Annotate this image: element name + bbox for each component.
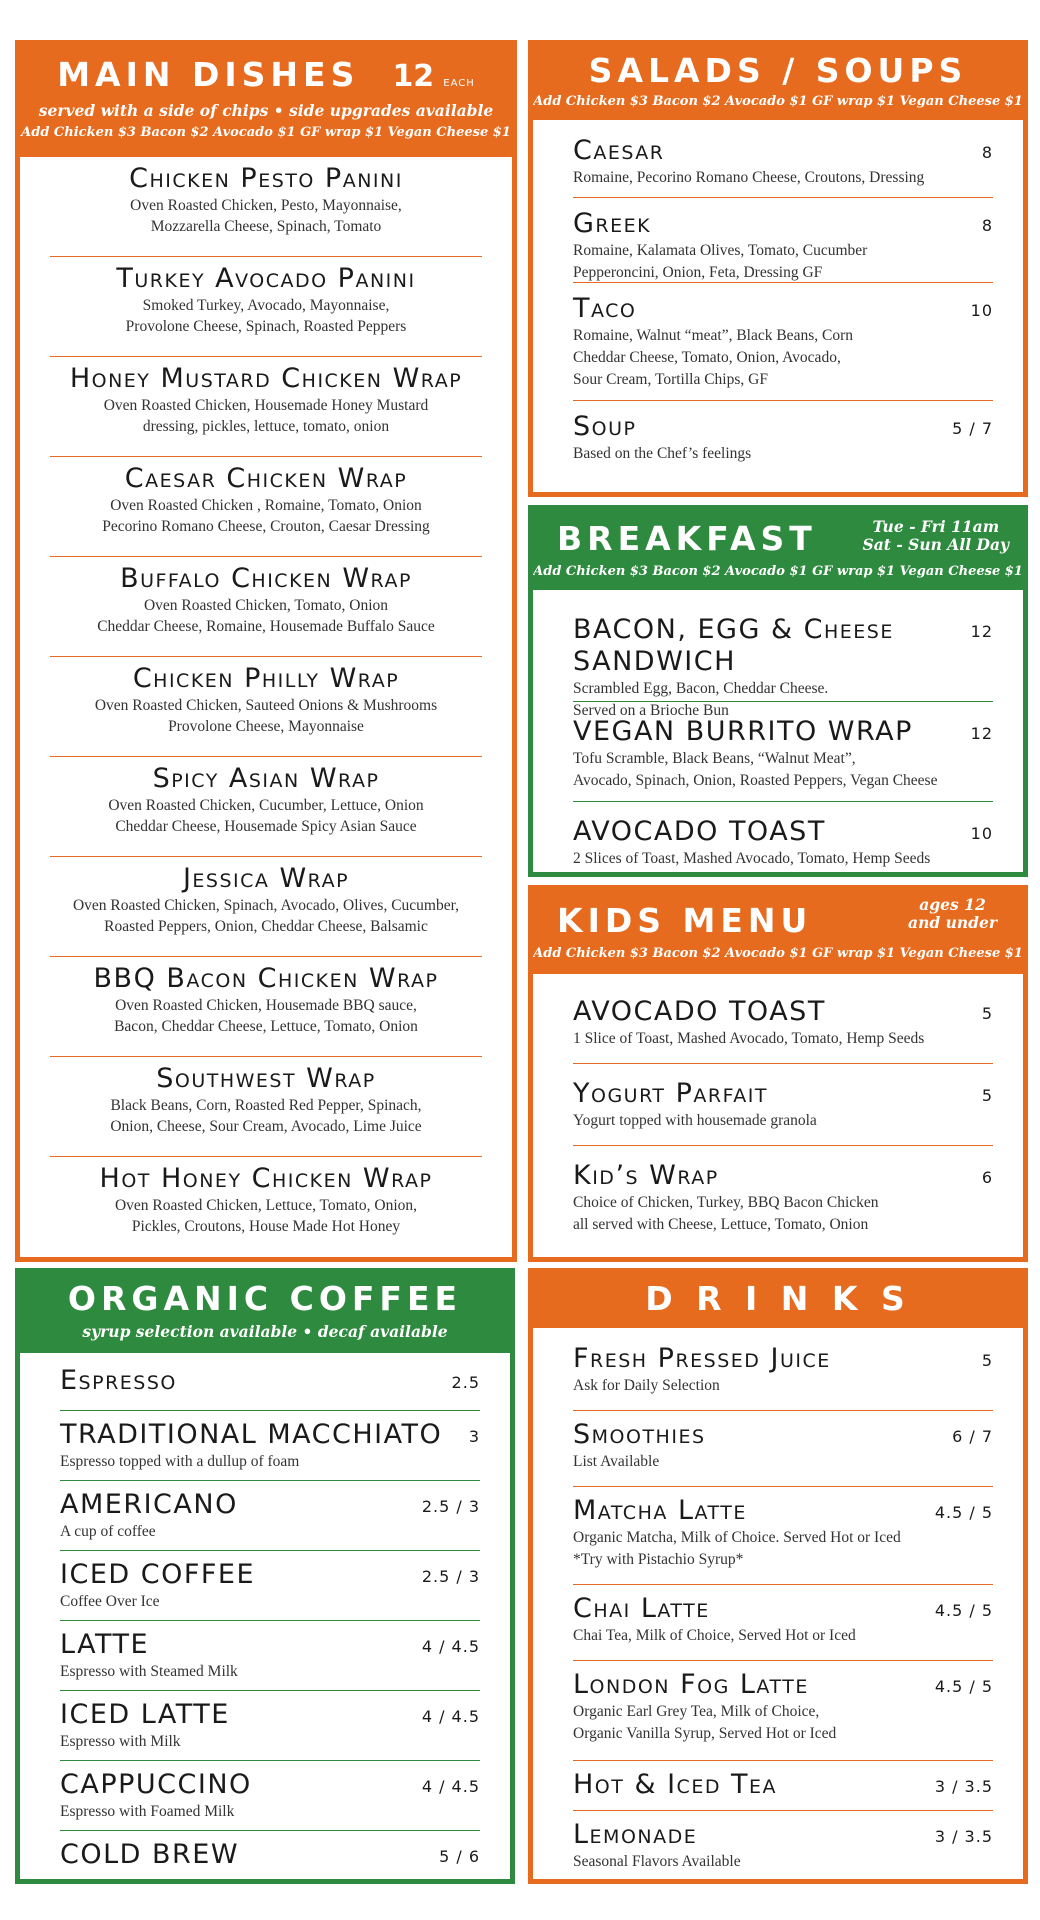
- item-name: LATTE: [60, 1629, 150, 1660]
- coffee-item-iced-coffee: [60, 1551, 480, 1621]
- item-name: Honey Mustard Chicken Wrap: [69, 363, 463, 394]
- item-price: 12: [970, 724, 993, 743]
- salads-item-taco: [573, 283, 993, 401]
- item-description: Oven Roasted Chicken, Lettuce, Tomato, Onion, Pickles, Croutons, House Made Hot Honey: [114, 1197, 418, 1235]
- breakfast-addons: Add Chicken $3 Bacon $2 Avocado $1 GF wrap $1 Vegan Cheese $1: [533, 564, 1023, 579]
- main-item-southwest-wrap: [50, 1057, 482, 1157]
- item-name: VEGAN BURRITO WRAP: [573, 716, 913, 747]
- item-price: 4 / 4.5: [421, 1637, 480, 1656]
- item-price: 12: [970, 622, 993, 641]
- kids-addons: Add Chicken $3 Bacon $2 Avocado $1 GF wrap $1 Vegan Cheese $1: [533, 946, 1023, 961]
- drinks-item-matcha-latte: [573, 1487, 993, 1585]
- item-description: Espresso with Steamed Milk: [60, 1663, 238, 1680]
- coffee-item-latte: [60, 1621, 480, 1691]
- drinks-header: [533, 1273, 1023, 1328]
- item-name: Hot & Iced Tea: [573, 1769, 778, 1800]
- item-price: 4 / 4.5: [421, 1777, 480, 1796]
- salads-list: [573, 125, 993, 473]
- main-dishes-header: [20, 45, 512, 157]
- kids-age-line2: and under: [908, 912, 997, 932]
- item-description: Romaine, Pecorino Romano Cheese, Croutons, Dressing: [573, 169, 925, 186]
- item-description: 2 Slices of Toast, Mashed Avocado, Tomato, Hemp Seeds: [573, 850, 931, 867]
- item-price: 10: [970, 824, 993, 843]
- kids-age-note: [908, 896, 997, 932]
- item-name: Spicy Asian Wrap: [152, 763, 380, 794]
- item-name: Yogurt Parfait: [573, 1078, 768, 1109]
- item-name: ICED COFFEE: [60, 1559, 256, 1590]
- item-name: Turkey Avocado Panini: [116, 263, 416, 294]
- item-price: 3 / 3.5: [934, 1777, 993, 1796]
- item-name: Caesar Chicken Wrap: [124, 463, 408, 494]
- coffee-list: [60, 1357, 480, 1884]
- item-name: Southwest Wrap: [156, 1063, 376, 1094]
- item-name: Jessica Wrap: [182, 863, 350, 894]
- main-item-spicy-asian-wrap: [50, 757, 482, 857]
- item-description: Oven Roasted Chicken, Tomato, Onion Cheddar Cheese, Romaine, Housemade Buffalo Sauce: [97, 597, 435, 635]
- drinks-item-hot-and-iced-tea: [573, 1761, 993, 1811]
- salads-header: [533, 45, 1023, 120]
- item-price: 4.5 / 5: [934, 1503, 993, 1522]
- item-price: 6: [981, 1168, 993, 1187]
- item-description: Coffee Over Ice: [60, 1593, 160, 1610]
- drinks-title: D R I N K S: [645, 1279, 911, 1318]
- breakfast-panel: [528, 505, 1028, 877]
- kids-header: [533, 890, 1023, 974]
- kids-age-line1: ages 12: [919, 895, 986, 914]
- item-name: CAPPUCCINO: [60, 1769, 252, 1800]
- item-description: Oven Roasted Chicken, Sauteed Onions & Mushrooms Provolone Cheese, Mayonnaise: [94, 697, 438, 735]
- item-description: Oven Roasted Chicken, Pesto, Mayonnaise, Mozzarella Cheese, Spinach, Tomato: [130, 197, 402, 235]
- breakfast-hours: [863, 518, 1009, 554]
- kids-item-avocado-toast: [573, 982, 993, 1064]
- item-price: 2.5: [451, 1373, 480, 1392]
- item-price: 5: [981, 1004, 993, 1023]
- item-name: TRADITIONAL MACCHIATO: [60, 1419, 443, 1450]
- breakfast-list: [573, 600, 993, 874]
- item-price: 5 / 6: [439, 1847, 480, 1866]
- coffee-item-cappuccino: [60, 1761, 480, 1831]
- item-description: Oven Roasted Chicken, Housemade BBQ sauce, Bacon, Cheddar Cheese, Lettuce, Tomato, Onion: [114, 997, 418, 1035]
- main-dishes-panel: [15, 40, 517, 1262]
- main-dishes-price-unit: EACH: [443, 78, 475, 89]
- main-item-chicken-pesto-panini: [50, 157, 482, 257]
- item-description: Chai Tea, Milk of Choice, Served Hot or Iced: [573, 1627, 856, 1644]
- coffee-options-note: syrup selection available • decaf available: [82, 1322, 448, 1341]
- item-description: Black Beans, Corn, Roasted Red Pepper, Spinach, Onion, Cheese, Sour Cream, Avocado, Lime Juice: [110, 1097, 422, 1135]
- item-description: Ask for Daily Selection: [573, 1377, 720, 1394]
- coffee-item-espresso: [60, 1357, 480, 1411]
- item-name: AMERICANO: [60, 1489, 238, 1520]
- item-price: 5: [981, 1351, 993, 1370]
- coffee-item-iced-latte: [60, 1691, 480, 1761]
- main-dishes-list: [20, 157, 512, 1257]
- item-description: List Available: [573, 1453, 660, 1470]
- item-description: 1 Slice of Toast, Mashed Avocado, Tomato, Hemp Seeds: [573, 1030, 925, 1047]
- item-description: Oven Roasted Chicken, Spinach, Avocado, Olives, Cucumber, Roasted Peppers, Onion, Cheddar Cheese, Balsamic: [72, 897, 460, 935]
- coffee-header: [20, 1273, 510, 1353]
- main-dishes-addons: Add Chicken $3 Bacon $2 Avocado $1 GF wrap $1 Vegan Cheese $1: [21, 125, 511, 140]
- coffee-title: ORGANIC COFFEE: [67, 1279, 463, 1318]
- item-description: Choice of Chicken, Turkey, BBQ Bacon Chicken all served with Cheese, Lettuce, Tomato, Onion: [573, 1194, 879, 1233]
- item-description: Oven Roasted Chicken, Housemade Honey Mustard dressing, pickles, lettuce, tomato, onion: [103, 397, 429, 435]
- drinks-item-chai-latte: [573, 1585, 993, 1661]
- breakfast-item-avocado-toast: [573, 802, 993, 874]
- drinks-item-london-fog-latte: [573, 1661, 993, 1761]
- breakfast-item-vegan-burrito-wrap: [573, 702, 993, 802]
- item-description: Seasonal Flavors Available: [573, 1853, 741, 1870]
- item-price: 3 / 3.5: [934, 1827, 993, 1846]
- salads-item-caesar: [573, 125, 993, 198]
- salads-soups-panel: [528, 40, 1028, 497]
- item-price: 8: [981, 216, 993, 235]
- coffee-item-cold-brew: [60, 1831, 480, 1884]
- item-description: Based on the Chef’s feelings: [573, 445, 752, 462]
- item-name: BBQ Bacon Chicken Wrap: [93, 963, 439, 994]
- item-name: Matcha Latte: [573, 1495, 747, 1526]
- item-price: 4.5 / 5: [934, 1677, 993, 1696]
- item-name: Soup: [573, 411, 637, 442]
- main-item-chicken-philly-wrap: [50, 657, 482, 757]
- item-name: Kid’s Wrap: [573, 1160, 719, 1191]
- coffee-item-americano: [60, 1481, 480, 1551]
- coffee-item-traditional-macchiato: [60, 1411, 480, 1481]
- item-name: Buffalo Chicken Wrap: [120, 563, 412, 594]
- kids-title: KIDS MENU: [557, 901, 813, 940]
- item-description: Oven Roasted Chicken, Cucumber, Lettuce, Onion Cheddar Cheese, Housemade Spicy Asian Sauce: [108, 797, 424, 835]
- main-item-honey-mustard-chicken-wrap: [50, 357, 482, 457]
- item-description: Organic Matcha, Milk of Choice. Served Hot or Iced *Try with Pistachio Syrup*: [573, 1529, 901, 1568]
- item-price: 6 / 7: [952, 1427, 993, 1446]
- item-description: A cup of coffee: [60, 1523, 156, 1540]
- main-item-caesar-chicken-wrap: [50, 457, 482, 557]
- item-price: 5: [981, 1086, 993, 1105]
- kids-menu-panel: [528, 885, 1028, 1262]
- item-description: Yogurt topped with housemade granola: [573, 1112, 817, 1129]
- item-description: Oven Roasted Chicken , Romaine, Tomato, Onion Pecorino Romano Cheese, Crouton, Caesar Dressing: [102, 497, 430, 535]
- breakfast-title: BREAKFAST: [557, 519, 817, 558]
- item-description: Scrambled Egg, Bacon, Cheddar Cheese. Served on a Brioche Bun: [573, 680, 829, 719]
- kids-item-kid-s-wrap: [573, 1146, 993, 1256]
- item-description: Romaine, Walnut “meat”, Black Beans, Corn Cheddar Cheese, Tomato, Onion, Avocado, Sour Cream, Tortilla Chips, GF: [573, 327, 853, 388]
- main-item-buffalo-chicken-wrap: [50, 557, 482, 657]
- item-name: Chai Latte: [573, 1593, 710, 1624]
- item-description: Espresso with Foamed Milk: [60, 1803, 235, 1820]
- item-name: London Fog Latte: [573, 1669, 809, 1700]
- item-price: 8: [981, 143, 993, 162]
- breakfast-hours-weekend: Sat - Sun All Day: [862, 534, 1009, 554]
- item-name: Espresso: [60, 1365, 177, 1396]
- item-description: Smoked Turkey, Avocado, Mayonnaise, Provolone Cheese, Spinach, Roasted Peppers: [125, 297, 407, 335]
- item-description: Tofu Scramble, Black Beans, “Walnut Meat”, Avocado, Spinach, Onion, Roasted Peppers, Vegan Cheese: [573, 750, 938, 789]
- breakfast-header: [533, 510, 1023, 590]
- drinks-panel: [528, 1268, 1028, 1884]
- drinks-item-smoothies: [573, 1411, 993, 1487]
- item-name: Caesar: [573, 135, 665, 166]
- organic-coffee-panel: [15, 1268, 515, 1884]
- kids-list: [573, 982, 993, 1256]
- item-name: Lemonade: [573, 1819, 698, 1850]
- salads-addons: Add Chicken $3 Bacon $2 Avocado $1 GF wrap $1 Vegan Cheese $1: [533, 94, 1023, 109]
- item-name: BACON, EGG & Cheese SANDWICH: [573, 614, 894, 677]
- salads-item-soup: [573, 401, 993, 473]
- item-price: 5 / 7: [952, 419, 993, 438]
- item-description: Organic Earl Grey Tea, Milk of Choice, Organic Vanilla Syrup, Served Hot or Iced: [573, 1703, 837, 1742]
- item-name: COLD BREW: [60, 1839, 240, 1870]
- item-price: 2.5 / 3: [421, 1567, 480, 1586]
- item-price: 3: [468, 1427, 480, 1446]
- item-price: 10: [970, 301, 993, 320]
- item-description: Romaine, Kalamata Olives, Tomato, Cucumber Pepperoncini, Onion, Feta, Dressing GF: [573, 242, 868, 281]
- item-name: Hot Honey Chicken Wrap: [99, 1163, 433, 1194]
- item-name: Chicken Philly Wrap: [132, 663, 400, 694]
- item-name: Greek: [573, 208, 652, 239]
- item-name: AVOCADO TOAST: [573, 816, 826, 847]
- item-description: Espresso topped with a dullup of foam: [60, 1453, 300, 1470]
- breakfast-hours-weekday: Tue - Fri 11am: [872, 517, 1000, 536]
- drinks-item-lemonade: [573, 1811, 993, 1873]
- item-name: Smoothies: [573, 1419, 706, 1450]
- main-dishes-price: 12: [392, 59, 435, 94]
- item-name: AVOCADO TOAST: [573, 996, 826, 1027]
- main-item-turkey-avocado-panini: [50, 257, 482, 357]
- item-price: 4 / 4.5: [421, 1707, 480, 1726]
- item-description: Espresso with Milk: [60, 1733, 181, 1750]
- item-name: ICED LATTE: [60, 1699, 230, 1730]
- main-dishes-title: MAIN DISHES: [57, 55, 360, 94]
- breakfast-item-bacon-egg-and-cheese-sandwich: [573, 600, 993, 719]
- item-name: Taco: [573, 293, 637, 324]
- main-dishes-sides-note: served with a side of chips • side upgrades available: [38, 101, 494, 120]
- kids-item-yogurt-parfait: [573, 1064, 993, 1146]
- main-item-jessica-wrap: [50, 857, 482, 957]
- salads-item-greek: [573, 198, 993, 283]
- salads-title: SALADS / SOUPS: [588, 51, 968, 90]
- item-price: 2.5 / 3: [421, 1497, 480, 1516]
- main-item-bbq-bacon-chicken-wrap: [50, 957, 482, 1057]
- item-name: Chicken Pesto Panini: [129, 163, 403, 194]
- drinks-item-fresh-pressed-juice: [573, 1335, 993, 1411]
- item-price: 4.5 / 5: [934, 1601, 993, 1620]
- item-name: Fresh Pressed Juice: [573, 1343, 831, 1374]
- main-item-hot-honey-chicken-wrap: [50, 1157, 482, 1257]
- drinks-list: [573, 1335, 993, 1873]
